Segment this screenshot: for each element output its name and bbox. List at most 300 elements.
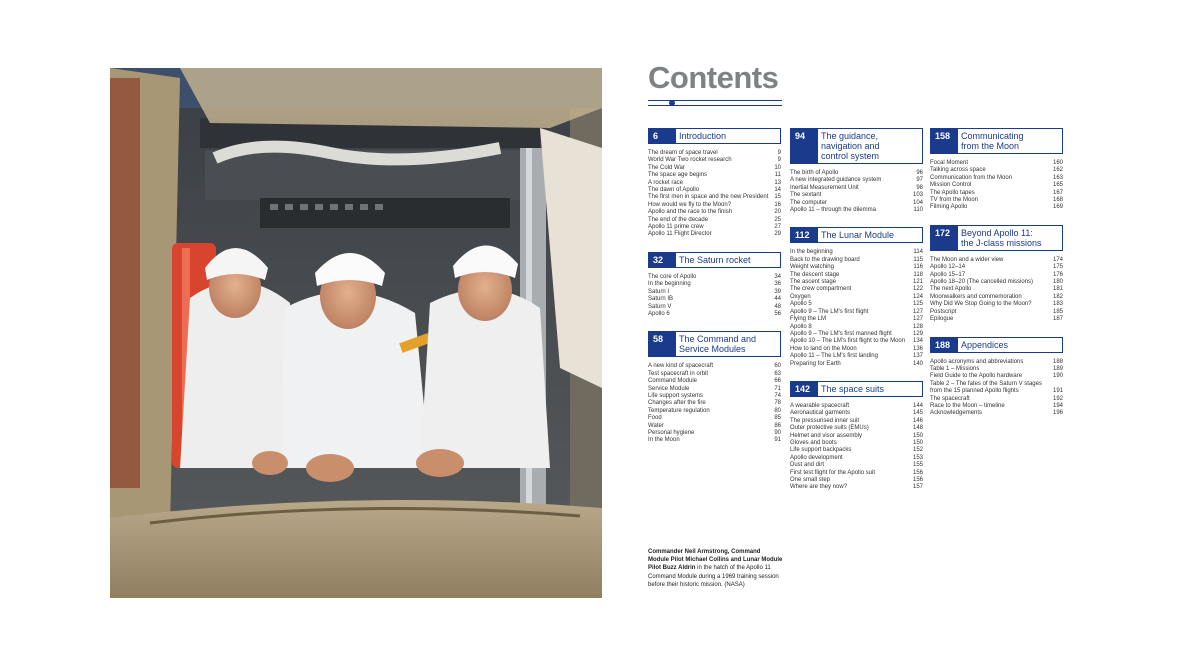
toc-entry [790,294,923,301]
toc-entry-page: 96 [916,170,923,176]
section-page-number: 32 [649,253,676,267]
toc-entry [930,197,1063,204]
toc-entry [648,415,781,422]
toc-entry-page: 168 [1052,197,1063,204]
toc-entry [648,202,781,209]
toc-entry-title: The Apollo tapes [930,189,975,196]
toc-entry-page: 192 [1052,395,1063,402]
toc-entry-page: 66 [774,378,781,385]
toc-entry-page: 191 [1052,388,1063,395]
toc-entry [648,423,781,430]
toc-entry-page: 189 [1052,365,1063,372]
toc-entry-title: Oxygen [790,293,811,300]
toc-entry-title: Apollo development [790,454,843,461]
section-header [930,225,1063,251]
toc-entry [790,470,923,477]
toc-entry-title: Personal hygiene [648,429,695,436]
toc-entry [790,353,923,360]
toc-entry-page: 137 [912,353,923,360]
toc-entry-page: 86 [774,422,781,429]
toc-entry-page: 9 [777,157,781,164]
toc-entry-title: Saturn V [648,303,672,310]
toc-entry-title: Apollo 11 prime crew [648,224,704,231]
toc-entry [930,190,1063,197]
toc-entry [790,410,923,417]
toc-entry-page: 16 [774,201,781,208]
toc-entry-title: A wearable spacecraft [790,402,850,409]
section-title: The Lunar Module [821,230,895,241]
toc-entry-page: 134 [912,338,923,345]
toc-entry-title: The end of the decade [648,216,709,223]
toc-entry [648,393,781,400]
toc-entry-title: In the beginning [790,249,833,256]
toc-entry-page: 110 [913,207,923,214]
toc-entry-title: Apollo 9 – The LM's first manned flight [790,330,892,337]
section-page-number: 58 [649,332,676,356]
toc-entry [648,194,781,201]
toc-section [648,252,781,318]
toc-entry-title: Life support backpacks [790,447,852,454]
toc-entry-title: A new integrated guidance system [790,177,882,184]
toc-entry [930,403,1063,410]
photo-astronauts-in-spacecraft-hatch [110,68,602,598]
toc-entry-title: TV from the Moon [930,197,979,204]
toc-entry-title: Apollo 12–14 [930,264,966,271]
toc-entry-page: 127 [912,308,923,315]
toc-entry [790,324,923,331]
section-title: Communicating from the Moon [961,131,1024,151]
toc-entry-page: 167 [1052,189,1063,196]
toc-entry [648,231,781,238]
toc-entry-page: 36 [774,281,781,288]
toc-entry-title: The sextant [790,192,822,199]
section-page-number: 158 [931,129,958,153]
toc-entry-page: 190 [1052,373,1063,380]
toc-entry-page: 162 [1052,167,1063,174]
toc-entry-title: Saturn I [648,288,670,295]
toc-entry [930,264,1063,271]
toc-entry-title: The pressurised inner suit [790,417,860,424]
section-header [790,227,923,243]
title-rule [648,99,782,107]
page-title: Contents [648,60,779,95]
toc-entry-title: Moonwalkers and commemoration [930,293,1022,300]
toc-entry [648,274,781,281]
toc-section [648,331,781,444]
toc-entry-page: 85 [774,415,781,422]
toc-entry-title: Filming Apollo [930,204,968,211]
toc-entry-title: The dream of space travel [648,150,718,156]
toc-entry-page: 128 [912,323,923,330]
toc-entry-title: Apollo 8 [790,323,812,330]
section-header [790,381,923,397]
toc-entry-page: 181 [1052,286,1063,293]
toc-entry [648,378,781,385]
toc-entry-page: 90 [774,429,781,436]
toc-entry [790,484,923,491]
toc-entry-title: Where are they now? [790,484,848,491]
toc-entry-page: 74 [774,392,781,399]
toc-entry-page: 148 [912,425,923,432]
section-header [930,337,1063,353]
toc-entry-page: 156 [912,477,923,483]
contents-column-2 [790,128,923,505]
section-page-number: 6 [649,129,676,143]
toc-entry-page: 163 [1052,174,1063,181]
toc-entry-page: 60 [774,363,781,370]
toc-entry-title: Water [648,422,664,429]
section-title: The Saturn rocket [679,254,751,265]
toc-entry [930,366,1063,373]
toc-entry-title: Epilogue [930,316,954,323]
toc-entry [790,264,923,271]
toc-entry-title: Outer protective suits (EMUs) [790,425,869,432]
toc-entry-title: Command Module [648,378,698,385]
toc-entry-title: Apollo and the race to the finish [648,209,733,216]
toc-entry-page: 150 [912,432,923,439]
toc-entry-title: The crew compartment [790,286,852,293]
toc-entry [648,157,781,164]
toc-entry-title: Preparing for Earth [790,360,841,367]
toc-entry [930,294,1063,301]
toc-entry-page: 125 [912,301,923,308]
toc-entry-page: 80 [774,407,781,414]
toc-entry-page: 145 [912,410,923,417]
toc-entry [790,361,923,368]
section-title: The Command and Service Modules [679,334,757,355]
section-title: The guidance, navigation and control system [821,131,880,161]
toc-section [790,227,923,368]
toc-entry [790,170,923,177]
cover-photo [110,68,602,598]
toc-entry-title: A new kind of spacecraft [648,363,714,370]
toc-entry [790,338,923,345]
toc-entry-title: Service Module [648,385,690,392]
toc-section [930,225,1063,324]
toc-entry [790,272,923,279]
toc-entry [790,316,923,323]
toc-entry-page: 10 [774,164,781,171]
section-page-number: 94 [791,129,818,163]
toc-entry-title: Communication from the Moon [930,174,1013,181]
toc-entry [790,425,923,432]
toc-entry-page: 63 [774,370,781,377]
toc-entry-page: 185 [1052,308,1063,315]
toc-entry-page: 29 [774,231,781,238]
toc-entry [648,180,781,187]
toc-entry-title: Food [648,415,662,422]
toc-entry [930,410,1063,417]
toc-entry [930,279,1063,286]
toc-entry-title: Why Did We Stop Going to the Moon? [930,301,1032,308]
toc-entry-page: 13 [774,179,781,186]
toc-entry [930,301,1063,308]
toc-entry-title: The space age begins [648,172,708,179]
toc-entry-title: In the Moon [648,437,680,444]
toc-entry-page: 175 [1052,264,1063,271]
toc-entry-page: 183 [1052,301,1063,308]
toc-entry-page: 174 [1052,256,1063,263]
toc-entry [790,200,923,207]
toc-entry-page: 25 [774,216,781,223]
toc-entry [930,381,1063,396]
toc-entry [790,403,923,410]
toc-entry [648,217,781,224]
toc-entry-page: 169 [1052,204,1063,211]
toc-entry [648,172,781,179]
toc-entry-title: Apollo acronyms and abbreviations [930,358,1024,365]
toc-entry-page: 150 [912,439,923,446]
toc-entry-page: 182 [1052,293,1063,300]
toc-entry-page: 165 [1052,182,1063,189]
toc-entry [930,272,1063,279]
toc-entry [790,286,923,293]
toc-entry-page: 153 [912,454,923,461]
toc-entry-page: 20 [774,209,781,216]
toc-entry-title: Race to the Moon – timeline [930,402,1005,409]
toc-entry-page: 160 [1052,160,1063,166]
toc-entry-title: Inertial Measurement Unit [790,184,859,191]
toc-entry-title: Field Guide to the Apollo hardware [930,373,1023,380]
toc-entry-page: 14 [774,187,781,194]
toc-entry [648,386,781,393]
toc-entry [790,309,923,316]
toc-entry-title: Test spacecraft in orbit [648,370,709,377]
toc-entry-page: 11 [774,172,781,179]
toc-entry-title: Gloves and boots [790,439,837,446]
contents-column-1 [648,128,781,458]
caption-lead: Commander Neil Armstrong, Command Module Pilot Michael Collins and Lunar Module Pilot Buzz Aldrin [648,549,783,572]
toc-entry [790,440,923,447]
toc-entry-title: Postscript [930,308,957,315]
toc-entry-page: 103 [912,192,923,199]
toc-entry-page: 156 [912,469,923,476]
toc-entry [790,331,923,338]
photo-caption [648,548,783,589]
section-title: The space suits [821,383,885,394]
toc-entry-page: 9 [777,150,781,156]
toc-entry-page: 127 [912,316,923,323]
section-header [648,128,781,144]
toc-entry-page: 146 [912,417,923,424]
toc-entry-title: How to land on the Moon [790,345,857,352]
toc-entry [930,204,1063,211]
toc-entry-title: Apollo 15–17 [930,271,966,278]
toc-entry [930,175,1063,182]
toc-entry-page: 194 [1052,402,1063,409]
toc-entry-title: The next Apollo [930,286,972,293]
toc-entry-title: Apollo 6 [648,310,670,317]
toc-entry [648,165,781,172]
toc-entry-title: Apollo 18–20 (The cancelled missions) [930,279,1034,286]
section-page-number: 112 [791,228,818,242]
toc-entry-title: The descent stage [790,271,840,278]
toc-entry [930,359,1063,366]
toc-entry [930,286,1063,293]
toc-entry [648,304,781,311]
toc-entry [648,408,781,415]
toc-entry-title: Helmet and visor assembly [790,432,863,439]
toc-entry-page: 56 [774,310,781,317]
toc-section [790,381,923,492]
toc-entry [790,346,923,353]
toc-entry-title: The Cold War [648,164,685,171]
toc-entry-page: 122 [912,286,923,293]
toc-entry-page: 136 [912,345,923,352]
toc-entry-title: Table 1 – Missions [930,365,980,372]
toc-entry-title: A rocket race [648,179,684,186]
toc-entry [648,430,781,437]
section-page-number: 172 [931,226,958,250]
section-header [648,331,781,357]
toc-entry [648,371,781,378]
section-header [930,128,1063,154]
toc-entry-title: Temperature regulation [648,407,710,414]
toc-entry [790,257,923,264]
toc-entry [648,400,781,407]
section-header [790,128,923,164]
toc-entry [790,477,923,484]
toc-entry-title: The core of Apollo [648,273,697,280]
toc-entry-page: 78 [774,400,781,407]
toc-entry-title: World War Two rocket research [648,157,732,164]
toc-entry-title: In the beginning [648,281,691,288]
toc-entry [648,437,781,444]
toc-entry-page: 196 [1052,410,1063,417]
section-page-number: 142 [791,382,818,396]
toc-entry-page: 124 [912,293,923,300]
toc-entry [790,177,923,184]
toc-entry-title: The computer [790,199,828,206]
toc-entry [648,281,781,288]
toc-entry-title: Apollo 11 – The LM's first landing [790,353,878,360]
toc-section [930,337,1063,418]
toc-entry-page: 180 [1052,279,1063,286]
toc-entry-title: The ascent stage [790,279,837,286]
toc-entry-page: 44 [774,296,781,303]
toc-entry-page: 27 [774,224,781,231]
toc-entry-page: 97 [916,177,923,184]
toc-entry [648,311,781,318]
toc-entry [930,373,1063,380]
toc-entry-title: The spacecraft [930,395,970,402]
toc-entry-page: 91 [774,437,781,444]
toc-entry-page: 39 [774,288,781,295]
toc-entry-title: Focal Moment [930,160,969,166]
section-title: Introduction [679,131,727,141]
toc-entry [790,207,923,214]
toc-entry [648,209,781,216]
toc-entry [648,187,781,194]
toc-entry-title: How would we fly to the Moon? [648,201,732,208]
toc-entry-title: One small step [790,477,831,483]
toc-entry-page: 157 [912,484,923,491]
toc-entry-title: The first men in space and the new President [648,194,769,201]
toc-entry-page: 152 [912,447,923,454]
toc-entry [790,279,923,286]
section-title: Appendices [961,339,1009,350]
caption-text: in the hatch of the Apollo 11 Command Module during a 1969 training session before their historic mission. (NASA) [648,565,779,588]
toc-entry-page: 155 [912,462,923,469]
toc-entry [790,462,923,469]
toc-entry-title: Life support systems [648,392,704,399]
toc-entry-title: Changes after the fire [648,400,706,407]
toc-entry-page: 34 [774,273,781,280]
toc-entry-title: Dust and dirt [790,462,825,469]
toc-entry-page: 176 [1052,271,1063,278]
toc-entry-page: 118 [913,271,923,278]
toc-entry-title: Talking across space [930,167,986,174]
toc-entry [790,301,923,308]
toc-entry [790,185,923,192]
section-page-number: 188 [931,338,958,352]
toc-entry-title: Flying the LM [790,316,827,323]
toc-section [930,128,1063,212]
toc-entry-title: Apollo 9 – The LM's first flight [790,308,869,315]
toc-entry-title: First test flight for the Apollo suit [790,469,876,476]
toc-entry-title: Apollo 11 Flight Director [648,231,712,238]
toc-entry-page: 144 [912,402,923,409]
contents-column-3 [930,128,1063,431]
toc-entry-title: Saturn IB [648,296,674,303]
toc-entry [930,257,1063,264]
toc-entry-title: The dawn of Apollo [648,187,700,194]
toc-entry-page: 140 [912,360,923,367]
toc-entry-title: The birth of Apollo [790,170,839,176]
toc-entry [648,289,781,296]
toc-entry-page: 114 [913,249,923,256]
toc-entry [930,316,1063,323]
toc-entry-page: 98 [916,184,923,191]
toc-entry-title: The Moon and a wider view [930,256,1004,263]
toc-entry-page: 15 [774,194,781,201]
toc-entry-title: Mission Control [930,182,972,189]
toc-entry-page: 121 [912,279,923,286]
toc-entry [930,167,1063,174]
toc-entry-title: Acknowledgements [930,410,983,417]
toc-entry [790,447,923,454]
toc-entry [790,192,923,199]
toc-entry [930,309,1063,316]
toc-entry-title: Weight watching [790,264,834,271]
toc-entry-page: 129 [912,330,923,337]
toc-entry [648,224,781,231]
toc-entry [790,418,923,425]
toc-entry-title: Apollo 11 – through the dilemma [790,207,876,214]
section-title: Beyond Apollo 11: the J-class missions [961,227,1042,248]
toc-entry [790,455,923,462]
toc-section [648,128,781,239]
toc-entry-title: Aeronautical garments [790,410,851,417]
toc-entry-page: 104 [912,199,923,206]
toc-entry [648,363,781,370]
toc-entry-page: 187 [1052,316,1063,323]
toc-entry-title: Back to the drawing board [790,256,860,263]
toc-entry-page: 71 [774,385,781,392]
toc-section [790,128,923,214]
toc-entry-page: 116 [913,264,923,271]
section-header [648,252,781,268]
toc-entry [930,160,1063,167]
toc-entry-page: 188 [1052,358,1063,365]
toc-entry-title: Apollo 5 [790,301,812,308]
toc-entry-title: Table 2 – The fates of the Saturn V stages from the 15 planned Apollo flights [930,380,1042,395]
toc-entry-title: Apollo 10 – The LM's first flight to the Moon [790,338,906,345]
toc-entry [790,433,923,440]
toc-entry [930,396,1063,403]
toc-entry [930,182,1063,189]
toc-entry [648,150,781,157]
